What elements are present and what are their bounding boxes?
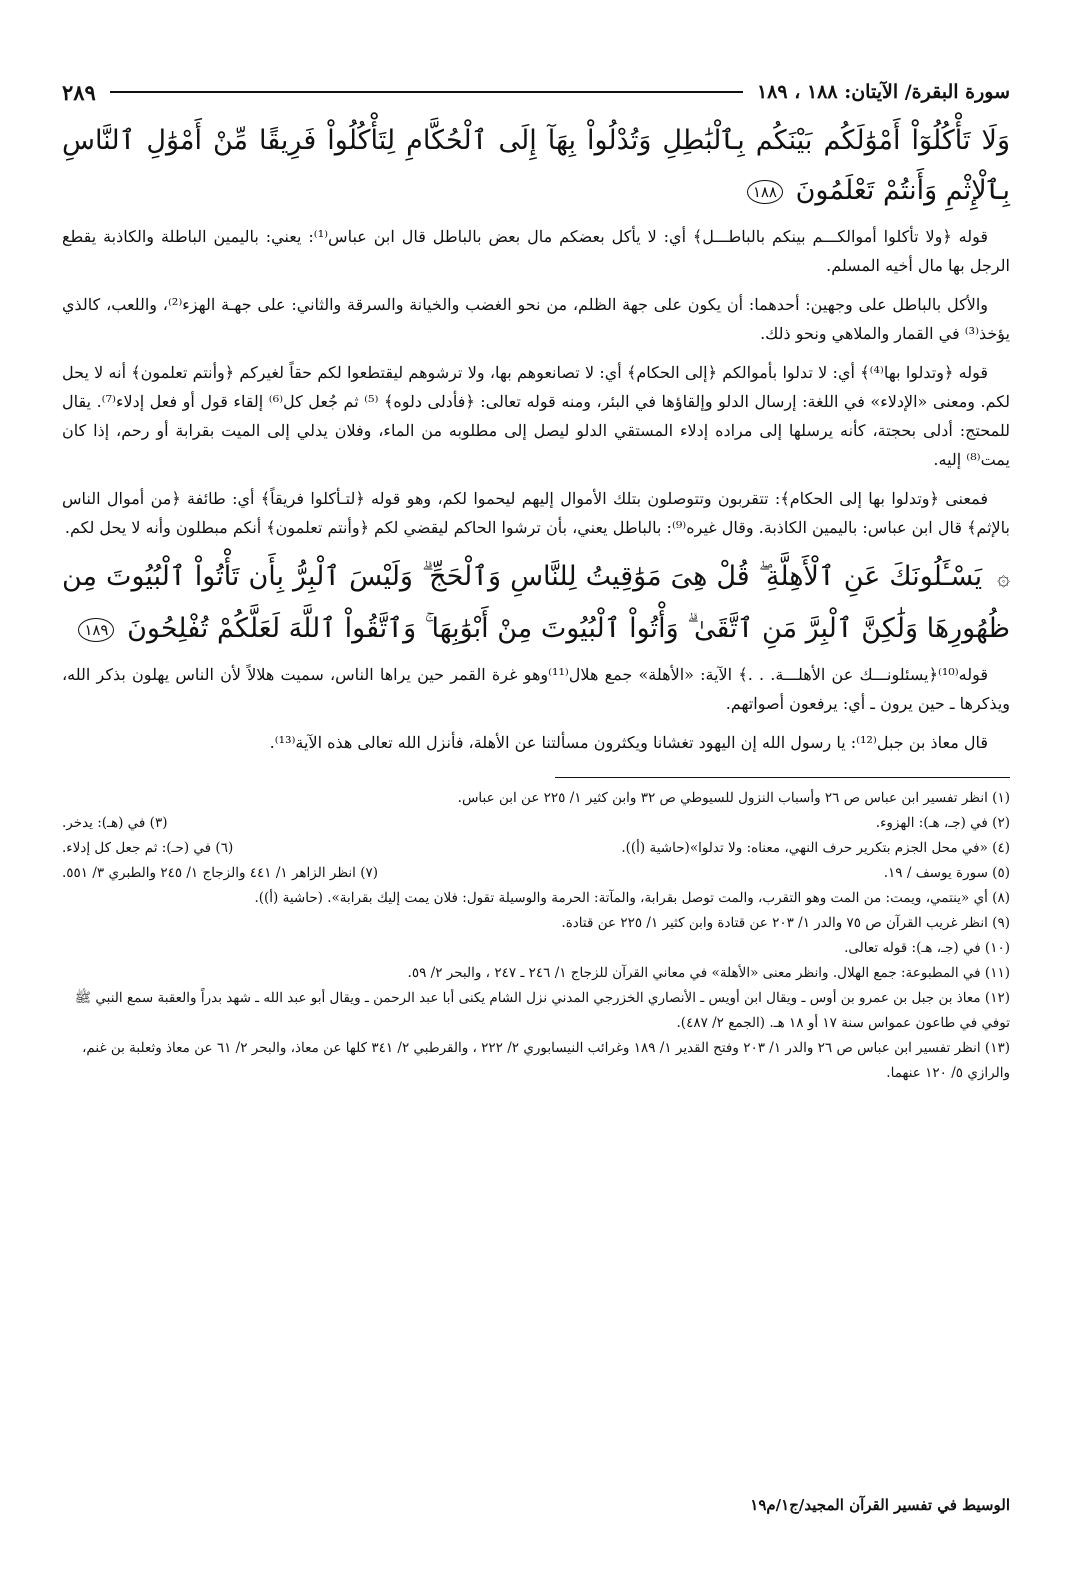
header-rule	[110, 91, 743, 93]
footnote-row	[62, 861, 1010, 886]
footnote: (٨) أي «ينتمي، ويمت: من المت وهو التقرب، والمت توصل بقرابة، والمآتة: الحرمة والوسيلة تقول: فلان يمت إليك بقرابة». (حاشية (أ)).	[254, 890, 1010, 906]
quran-verse-189	[62, 552, 1010, 654]
footnote-separator	[555, 777, 1010, 778]
footnote: (٢) في (جـ، هـ): الهزوء.	[875, 815, 1010, 831]
verse-text: وَلَا تَأْكُلُوٓاْ أَمْوَٰلَكُم بَيْنَكُم بِٱلْبَٰطِلِ وَتُدْلُواْ بِهَآ إِلَى ٱلْحُكَّامِ لِتَأْكُلُواْ فَرِيقًا مِّنْ أَمْوَٰلِ ٱلنَّاسِ بِٱلْإِثْمِ وَأَنتُمْ تَعْلَمُونَ	[62, 125, 1010, 206]
verse-text: يَسْـَٔلُونَكَ عَنِ ٱلْأَهِلَّةِ ۖ قُلْ هِىَ مَوَٰقِيتُ لِلنَّاسِ وَٱلْحَجِّ ۗ وَلَيْسَ ٱلْبِرُّ بِأَن تَأْتُواْ ٱلْبُيُوتَ مِن ظُهُورِهَا وَلَٰكِنَّ ٱلْبِرَّ مَنِ ٱتَّقَىٰ ۗ وَأْتُواْ ٱلْبُيُوتَ مِنْ أَبْوَٰبِهَا ۚ وَٱتَّقُواْ ٱللَّهَ لَعَلَّكُمْ تُفْلِحُونَ	[62, 561, 1010, 644]
commentary-paragraph: قوله⁽¹⁰⁾﴿يسئلونـــك عن الأهلـــة. . .﴾ الآية: «الأهلة» جمع هلال⁽¹¹⁾وهو غرة القمر حين يراها الناس، سميت هلالاً لأن الناس يهلون بذكر الله، ويذكرها ـ حين يرون ـ أي: يرفعون أصواتهم.	[62, 665, 1010, 713]
footnote-row	[62, 836, 1010, 861]
footnote-row	[62, 811, 1010, 836]
verse-number-mark: ١٨٩	[78, 618, 114, 642]
commentary-paragraph: قوله ﴿وتدلوا بها⁽⁴⁾﴾ أي: لا تدلوا بأموالكم ﴿إلى الحكام﴾ أي: لا تصانعوهم بها، ولا ترشوهم ليقتطعوا لكم حقاً لغيركم ﴿وأنتم تعلمون﴾ أنه لا يحل لكم. ومعنى «الإدلاء» في اللغة: إرسال الدلو وإلقاؤها في البئر، ومنه قوله تعالى: ﴿فأدلى دلوه﴾ ⁽⁵⁾ ثم جُعل كل⁽⁶⁾ إلقاء قول أو فعل إدلاء⁽⁷⁾. يقال للمحتج: أدلى بحجتة، كأنه يرسلها إلى مراده إدلاء المستقي الدلو ليصل إلى مطلوبه من الماء، وفلان يدلي إلى الميت بقرابة أو رحم، إذا كان يمت⁽⁸⁾ إليه.	[62, 363, 1011, 469]
footnote: (٥) سورة يوسف / ١٩.	[883, 865, 1010, 881]
footnote: (١٠) في (جـ، هـ): قوله تعالى.	[844, 940, 1010, 956]
page-header	[62, 72, 1010, 112]
footnote: (١٢) معاذ بن جبل بن عمرو بن أوس ـ ويقال ابن أويس ـ الأنصاري الخزرجي المدني نزل الشام يكنى أبا عبد الرحمن ـ ويقال أبو عبد الله ـ شهد بدراً والعقبة سمع النبي ﷺ توفي في طاعون عمواس سنة ١٧ أو ١٨ هـ. (الجمع ٢/ ٤٨٧).	[74, 990, 1010, 1031]
footnote: (٧) انظر الزاهر ١/ ٤٤١ والزجاج ١/ ٢٤٥ والطبري ٣/ ٥٥١.	[62, 865, 379, 881]
commentary-paragraph: قوله ﴿ولا تأكلوا أموالكـــم بينكم بالباطـــل﴾ أي: لا يأكل بعضكم مال بعض بالباطل قال ابن عباس⁽¹⁾: يعني: باليمين الباطلة والكاذبة يقطع الرجل بها مال أخيه المسلم.	[62, 227, 1010, 275]
hizb-star-icon: ۞	[997, 566, 1010, 591]
footnote: (٩) انظر غريب القرآن ص ٧٥ والدر ١/ ٢٠٣ عن قتادة وابن كثير ١/ ٢٢٥ عن قتادة.	[561, 915, 1010, 931]
book-signature: الوسيط في تفسير القرآن المجيد/ج١/م١٩	[750, 1496, 1010, 1514]
footnote: (١) انظر تفسير ابن عباس ص ٢٦ وأسباب النزول للسيوطي ص ٣٢ وابن كثير ١/ ٢٢٥ عن ابن عباس.	[457, 790, 1010, 806]
footnote: (١١) في المطبوعة: جمع الهلال. وانظر معنى «الأهلة» في معاني القرآن للزجاج ١/ ٢٤٦ ـ ٢٤٧ ، والبحر ٢/ ٥٩.	[407, 965, 1010, 981]
footnote: (٦) في (حـ): ثم جعل كل إدلاء.	[62, 840, 234, 856]
commentary-paragraph: قال معاذ بن جبل⁽¹²⁾: يا رسول الله إن اليهود تغشانا ويكثرون مسألتنا عن الأهلة، فأنزل الله تعالى هذه الآية⁽¹³⁾.	[269, 733, 988, 752]
page-number: ٢٨٩	[62, 79, 96, 105]
footnote: (١٣) انظر تفسير ابن عباس ص ٢٦ والدر ١/ ٢٠٣ وفتح القدير ١/ ١٨٩ وغرائب النيسابوري ٢/ ٢٢٢ ، والقرطبي ٢/ ٣٤١ كلها عن معاذ، والبحر ٢/ ٦١ عن معاذ وثعلبة بن غنم، والرازي ٥/ ١٢٠ عنهما.	[82, 1040, 1010, 1081]
footnotes	[62, 786, 1010, 1086]
commentary-paragraph: فمعنى ﴿وتدلوا بها إلى الحكام﴾: تتقربون وتتوصلون بتلك الأموال إليهم ليحموا لكم، وهو قوله ﴿لتـأكلوا فريقاً﴾ أي: طائفة ﴿من أموال الناس بالإثم﴾ قال ابن عباس: باليمين الكاذبة. وقال غيره⁽⁹⁾: بالباطل يعني، بأن ترشوا الحاكم ليقضي لكم ﴿وأنتم تعلمون﴾ أنكم مبطلون وأنه لا يحل لكم.	[62, 489, 1010, 537]
footnote: (٤) «في محل الجزم بتكرير حرف النهي، معناه: ولا تدلوا»(حاشية (أ)).	[621, 840, 1010, 856]
quran-verse-188	[62, 116, 1010, 216]
commentary-paragraph: والأكل بالباطل على وجهين: أحدهما: أن يكون على جهة الظلم، من نحو الغضب والخيانة والسرقة والثاني: على جهـة الهزء⁽²⁾، واللعب، كالذي يؤخذ⁽³⁾ في القمار والملاهي ونحو ذلك.	[62, 295, 1010, 343]
running-title: سورة البقرة/ الآيتان: ١٨٨ ، ١٨٩	[756, 81, 1010, 103]
verse-number-mark: ١٨٨	[747, 180, 783, 204]
footnote: (٣) في (هـ): يدخر.	[62, 815, 168, 831]
